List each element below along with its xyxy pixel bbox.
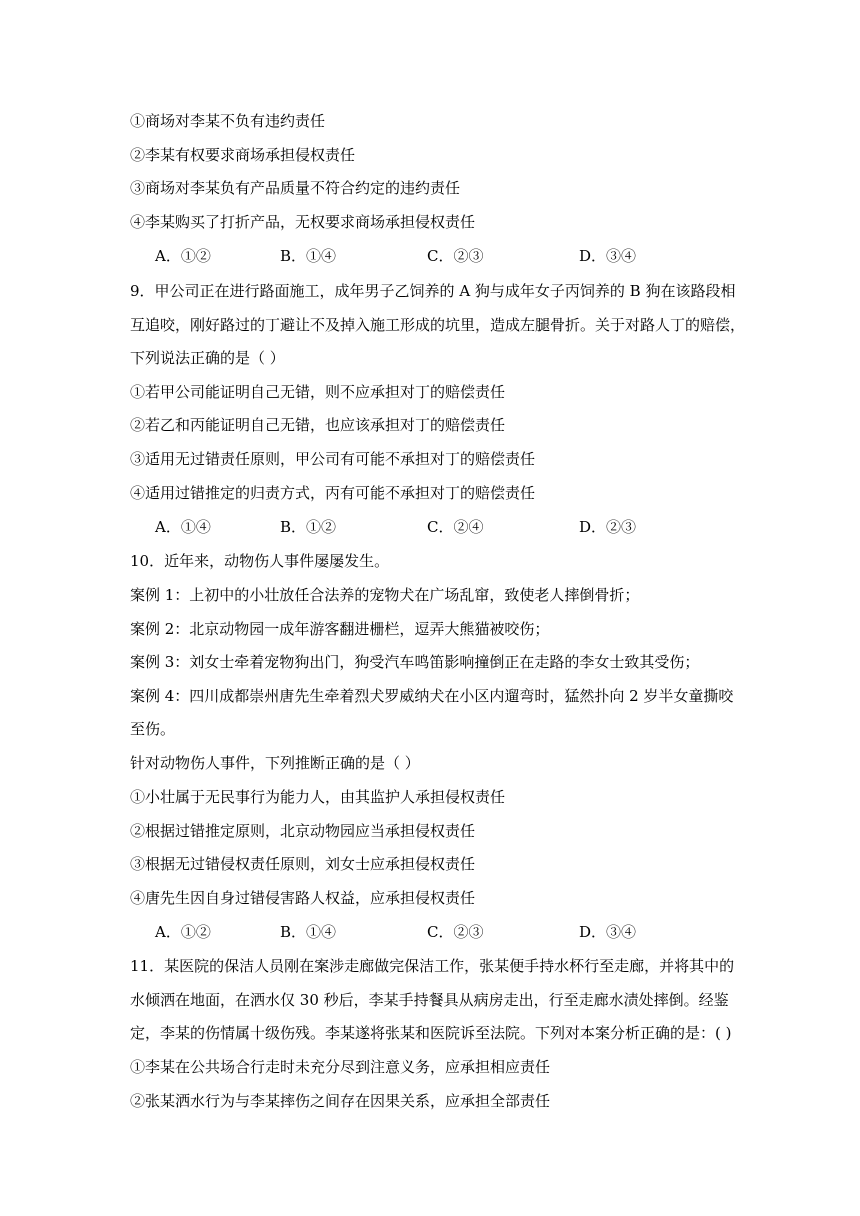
q10-option-d: D．③④ xyxy=(579,923,637,941)
q8-option-d: D．③④ xyxy=(579,247,637,265)
q10-option-b: B．①④ xyxy=(280,923,337,941)
q10-item-3: ③根据无过错侵权责任原则，刘女士应承担侵权责任 xyxy=(130,855,476,873)
q8-option-b: B．①④ xyxy=(280,247,337,265)
q10-item-4: ④唐先生因自身过错侵害路人权益，应承担侵权责任 xyxy=(130,889,476,907)
q8-item-4: ④李某购买了打折产品，无权要求商场承担侵权责任 xyxy=(130,213,476,231)
q9-item-1: ①若甲公司能证明自己无错，则不应承担对丁的赔偿责任 xyxy=(130,383,506,401)
q10-option-a: A．①② xyxy=(155,923,211,941)
q10-question: 针对动物伤人事件，下列推断正确的是（ ） xyxy=(130,754,420,772)
q9-option-c: C．②④ xyxy=(427,518,484,536)
q9-option-a: A．①④ xyxy=(155,518,211,536)
q10-case-4-line-2: 至伤。 xyxy=(130,720,176,738)
q10-item-1: ①小壮属于无民事行为能力人，由其监护人承担侵权责任 xyxy=(130,788,506,806)
q9-item-4: ④适用过错推定的归责方式，丙有可能不承担对丁的赔偿责任 xyxy=(130,484,536,502)
q11-stem-line-2: 水倾洒在地面，在洒水仅 30 秒后，李某手持餐具从病房走出，行至走廊水渍处摔倒。经鉴 xyxy=(130,991,729,1009)
q9-stem-line-3: 下列说法正确的是（ ） xyxy=(130,349,285,367)
q11-item-1: ①李某在公共场合行走时未充分尽到注意义务，应承担相应责任 xyxy=(130,1058,551,1076)
q10-option-c: C．②③ xyxy=(427,923,484,941)
q10-case-2: 案例 2：北京动物园一成年游客翻进栅栏，逗弄大熊猫被咬伤； xyxy=(130,620,550,638)
q10-case-3: 案例 3：刘女士牵着宠物狗出门，狗受汽车鸣笛影响撞倒正在走路的李女士致其受伤； xyxy=(130,653,700,671)
q9-stem-line-2: 互追咬，刚好路过的丁避让不及掉入施工形成的坑里，造成左腿骨折。关于对路人丁的赔偿， xyxy=(130,316,746,334)
q11-stem-line-1: 11．某医院的保洁人员刚在案涉走廊做完保洁工作，张某便手持水杯行至走廊，并将其中的 xyxy=(130,957,735,975)
q9-item-2: ②若乙和丙能证明自己无错，也应该承担对丁的赔偿责任 xyxy=(130,416,506,434)
q10-case-1: 案例 1：上初中的小壮放任合法养的宠物犬在广场乱窜，致使老人摔倒骨折； xyxy=(130,586,640,604)
q8-item-1: ①商场对李某不负有违约责任 xyxy=(130,112,326,130)
q9-option-d: D．②③ xyxy=(579,518,637,536)
q9-options xyxy=(155,517,695,537)
q8-option-a: A．①② xyxy=(155,247,211,265)
q11-item-2: ②张某洒水行为与李某摔伤之间存在因果关系，应承担全部责任 xyxy=(130,1092,551,1110)
q10-options xyxy=(155,922,695,942)
q8-option-c: C．②③ xyxy=(427,247,484,265)
q8-item-3: ③商场对李某负有产品质量不符合约定的违约责任 xyxy=(130,179,461,197)
q11-stem-line-3: 定，李某的伤情属十级伤残。李某遂将张某和医院诉至法院。下列对本案分析正确的是：( ) xyxy=(130,1024,732,1042)
q10-item-2: ②根据过错推定原则，北京动物园应当承担侵权责任 xyxy=(130,822,476,840)
q9-stem-line-1: 9．甲公司正在进行路面施工，成年男子乙饲养的 A 狗与成年女子丙饲养的 B 狗在该路段相 xyxy=(130,282,736,300)
q8-options xyxy=(155,246,695,266)
q8-item-2: ②李某有权要求商场承担侵权责任 xyxy=(130,146,356,164)
q10-case-4-line-1: 案例 4：四川成都崇州唐先生牵着烈犬罗威纳犬在小区内遛弯时，猛然扑向 2 岁半女童撕咬 xyxy=(130,687,734,705)
q9-option-b: B．①② xyxy=(280,518,337,536)
q10-stem: 10．近年来，动物伤人事件屡屡发生。 xyxy=(130,552,390,570)
q9-item-3: ③适用无过错责任原则，甲公司有可能不承担对丁的赔偿责任 xyxy=(130,450,536,468)
